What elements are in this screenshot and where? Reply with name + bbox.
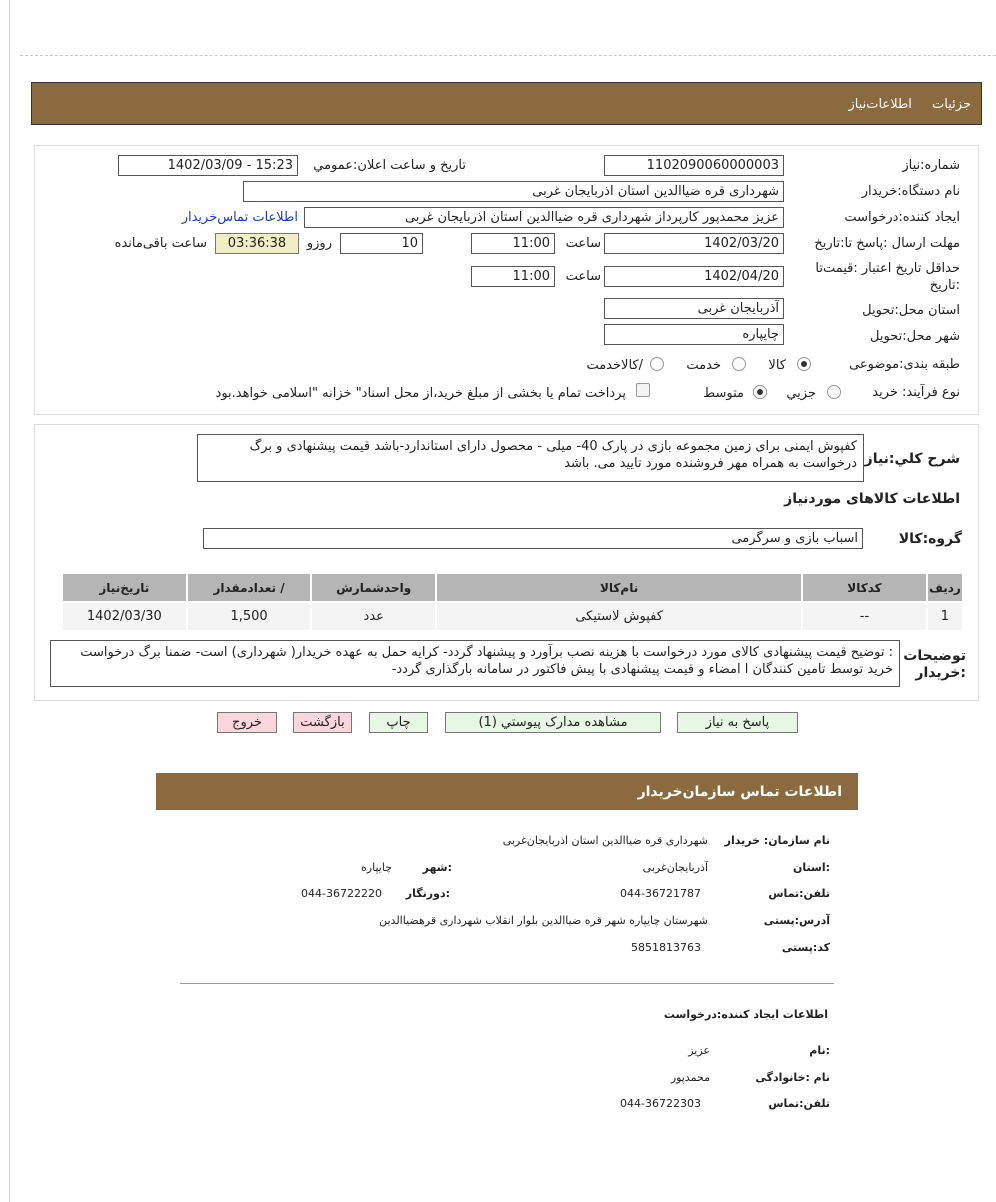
contact-divider	[180, 983, 834, 984]
org-label: نام سازمان: خریدار	[724, 834, 830, 847]
left-border-line	[9, 0, 10, 1202]
print-button[interactable]: چاپ	[369, 712, 428, 733]
col-unit: واحدشمارش	[312, 574, 435, 601]
col-row: ردیف	[928, 574, 962, 601]
province-field: آذربایجان غربی	[604, 298, 784, 319]
category-goods-label: کالا	[768, 358, 786, 373]
treasury-payment-checkbox[interactable]	[636, 383, 650, 397]
tab-list	[832, 97, 971, 112]
contact-phone-label: تلفن:تماس	[768, 887, 830, 900]
validity-label-2: :تاریخ	[929, 278, 960, 293]
province-label: استان محل:تحویل	[862, 303, 960, 318]
category-both-radio[interactable]	[650, 357, 664, 371]
validity-time-label: ساعت	[565, 269, 601, 284]
summary-text: کفپوش ایمنی برای زمین مجموعه بازی در پارک 40- میلی - محصول دارای استاندارد-باشد قیمت پیشنهادی و برگ درخواست به همراه مهر فروشنده مورد تایید می. باشد	[197, 434, 864, 482]
need-number-field: 1102090060000003	[604, 155, 784, 176]
buyer-contact-header	[156, 773, 858, 810]
creator-field: عزیز محمدپور کارپرداز شهرداری قره ضیاالدین استان اذربایجان غربی	[304, 207, 784, 228]
creator-phone-value: 044-36722303	[620, 1097, 701, 1110]
org-value: شهرداری قره ضیاالدین استان اذربایجان‌غربی	[502, 834, 708, 847]
reply-button[interactable]: پاسخ به نیاز	[677, 712, 798, 733]
top-tab-bar	[31, 82, 982, 125]
col-quantity: / تعدادمقدار	[188, 574, 311, 601]
creator-name-value: عزیز	[688, 1044, 710, 1057]
process-medium-radio[interactable]	[753, 385, 767, 399]
back-button[interactable]: بازگشت	[293, 712, 352, 733]
buyer-org-field: شهرداری قره ضیاالدین استان اذربایجان غربی	[243, 181, 784, 202]
contact-city-value: چایپاره	[361, 861, 392, 874]
remaining-timer: 03:36:38	[215, 233, 299, 254]
category-label: طبقه بندی:موضوعی	[849, 357, 960, 372]
table-row	[63, 603, 962, 630]
goods-group-field: اسباب بازی و سرگرمی	[203, 528, 863, 549]
buyer-notes-label-text: توضیحات :خریدار	[903, 648, 966, 681]
category-service-label: خدمت	[686, 358, 721, 373]
creator-label: ایجاد کننده:درخواست	[844, 210, 960, 225]
announce-field: 1402/03/09 - 15:23	[118, 155, 298, 176]
contact-province-value: آذربایجان‌غربی	[642, 861, 708, 874]
creator-info-title: اطلاعات ایجاد کننده:درخواست	[663, 1008, 828, 1021]
summary-label: شرح کلي:نیاز	[864, 451, 960, 467]
process-partial-radio[interactable]	[827, 385, 841, 399]
contact-city-label: :شهر	[422, 861, 452, 874]
cell-quantity: 1,500	[188, 603, 311, 630]
cell-code: --	[803, 603, 926, 630]
exit-button[interactable]: خروج	[217, 712, 277, 733]
buyer-contact-link[interactable]: اطلاعات تماس‌خریدار	[181, 210, 298, 225]
need-number-label: شماره‌:نیاز	[902, 158, 960, 173]
process-medium-label: متوسط	[703, 386, 744, 401]
cell-name: کفپوش لاستیکی	[437, 603, 801, 630]
announce-label: تاریخ و ساعت اعلان:عمومي	[313, 158, 466, 173]
top-dotted-divider	[20, 55, 996, 56]
tab-need-info[interactable]: اطلاعات‌نیاز	[848, 97, 912, 112]
category-both-label: /کالاخدمت	[586, 358, 643, 373]
deadline-date-field: 1402/03/20	[604, 233, 784, 254]
validity-label: حداقل تاریخ اعتبار :قیمت‌تا	[815, 261, 960, 276]
contact-fax-value: 044-36722220	[301, 887, 382, 900]
cell-row: 1	[928, 603, 962, 630]
treasury-payment-note: پرداخت تمام یا بخشی از مبلغ خرید،از محل اسناد" خزانه "اسلامی خواهد.بود	[215, 386, 626, 401]
city-field: چایپاره	[604, 324, 784, 345]
category-goods-radio[interactable]	[797, 357, 811, 371]
deadline-time-field: 11:00	[471, 233, 555, 254]
creator-phone-label: تلفن:تماس	[768, 1097, 830, 1110]
address-label: آدرس:پستی	[763, 914, 830, 927]
cell-date: 1402/03/30	[63, 603, 186, 630]
creator-family-value: محمدپور	[670, 1071, 710, 1084]
days-field: 10	[340, 233, 423, 254]
col-code: کدکالا	[803, 574, 926, 601]
days-label: روزو	[306, 236, 332, 251]
tab-details[interactable]: جزئیات	[932, 97, 971, 112]
process-partial-label: جزیي	[786, 386, 816, 401]
validity-date-field: 1402/04/20	[604, 266, 784, 287]
buyer-notes-label	[903, 648, 966, 682]
contact-province-label: :استان	[793, 861, 830, 874]
creator-name-label: :نام	[809, 1044, 830, 1057]
deadline-time-label: ساعت	[565, 236, 601, 251]
process-label: نوع فرآیند: خرید	[872, 385, 960, 400]
col-name: نام‌کالا	[437, 574, 801, 601]
goods-table-header	[63, 574, 962, 601]
address-value: شهرستان چایپاره شهر قره ضیاالدین بلوار انقلاب شهرداری قرهضیاالدین	[379, 914, 708, 927]
city-label: شهر محل:تحویل	[870, 329, 960, 344]
goods-group-label: گروه:کالا	[898, 531, 962, 547]
attachments-button[interactable]: مشاهده مدارک پیوستي (1)	[445, 712, 661, 733]
postal-label: کد:پستی	[781, 941, 830, 954]
creator-family-label: نام :خانوادگی	[755, 1071, 830, 1084]
remaining-label: ساعت باقی‌مانده	[114, 236, 207, 251]
buyer-contact-title: اطلاعات تماس سازمان‌خریدار	[637, 784, 842, 800]
deadline-label: مهلت ارسال :پاسخ تا:تاریخ	[814, 236, 960, 251]
col-date: تاریخ‌نیاز	[63, 574, 186, 601]
buyer-org-label: نام دستگاه:خریدار	[861, 184, 960, 199]
buyer-notes-text: : توضیح قیمت پیشنهادی کالای مورد درخواست با هزینه نصب برآورد و پیشنهاد گردد- کرایه حمل به عهده خریدار( شهرداری) است- ضمنا برگ درخواست خرید توسط تامین کنندگان ا امضاء و قیمت پیشنهادی با پیش فاکتور در سامانه بارگذاری گردد-	[50, 640, 900, 687]
cell-unit: عدد	[312, 603, 435, 630]
postal-value: 5851813763	[631, 941, 701, 954]
goods-info-title: اطلاعات کالاهای موردنیاز	[784, 491, 960, 507]
validity-time-field: 11:00	[471, 266, 555, 287]
contact-fax-label: :دورنگار	[405, 887, 450, 900]
contact-phone-value: 044-36721787	[620, 887, 701, 900]
goods-table	[61, 572, 964, 632]
category-service-radio[interactable]	[732, 357, 746, 371]
